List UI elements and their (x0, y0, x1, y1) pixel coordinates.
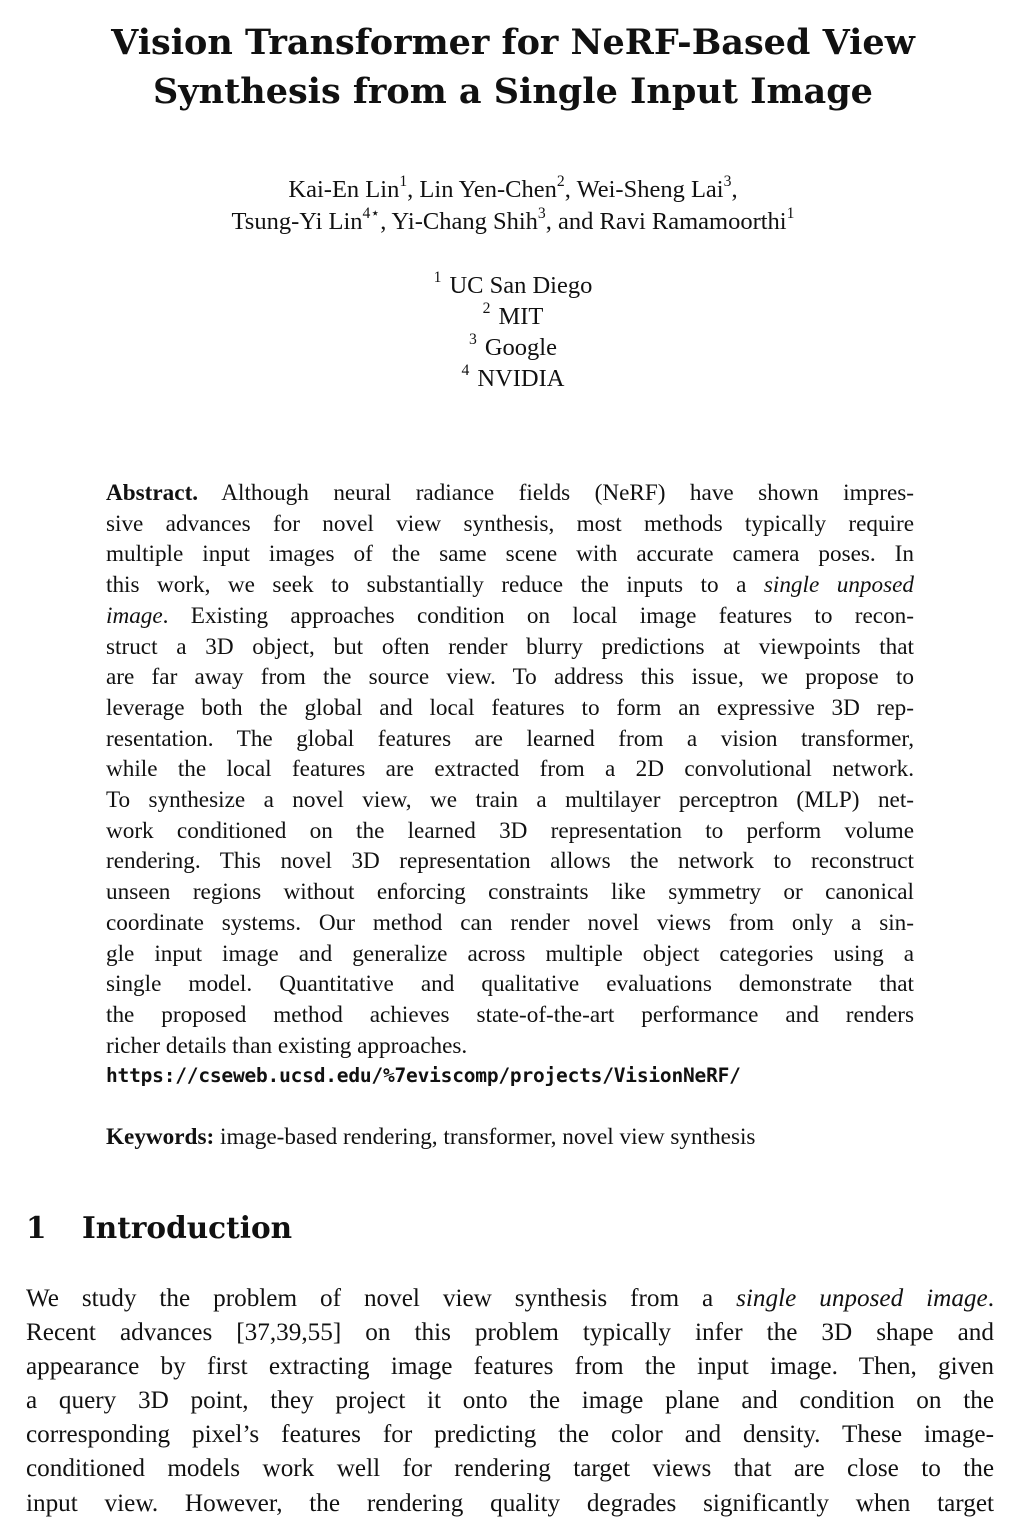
intro-text: . (987, 1285, 994, 1312)
abstract-text: this work, we seek to substantially reduce the inputs to a (106, 572, 747, 599)
affiliation-number: 4 (461, 361, 470, 379)
abstract-line: To synthesize a novel view, we train a multilayer perceptron (MLP) net- (106, 787, 914, 814)
abstract-line: gle input image and generalize across multiple object categories using a (106, 940, 914, 967)
author-mark: 3 (723, 172, 732, 190)
abstract-line (106, 478, 914, 509)
title-line-1: Vision Transformer for NeRF-Based View (111, 22, 915, 63)
abstract-line: the proposed method achieves state-of-the-art performance and renders (106, 1001, 914, 1028)
keywords-text: image-based rendering, transformer, novel view synthesis (220, 1124, 756, 1150)
abstract-line: single model. Quantitative and qualitative evaluations demonstrate that (106, 971, 914, 998)
intro-line: a query 3D point, they project it onto the image plane and condition on the (26, 1387, 994, 1415)
author-separator: , (407, 176, 414, 203)
abstract-line: richer details than existing approaches. (106, 1032, 468, 1059)
author-line-2 (0, 206, 1026, 238)
intro-line (26, 1282, 994, 1316)
author-mark: 4⋆ (362, 204, 381, 222)
affiliation-name: Google (484, 334, 557, 361)
affiliation-number: 2 (482, 299, 491, 317)
affiliation-list (0, 270, 1026, 394)
affiliation-name: NVIDIA (477, 365, 565, 392)
author-name: Wei-Sheng Lai (576, 176, 724, 203)
author-list (0, 174, 1026, 238)
affiliation-number: 3 (469, 330, 477, 348)
introduction-body (26, 1282, 994, 1521)
intro-line: conditioned models work well for rendering target views that are close to the (26, 1455, 994, 1483)
intro-line: corresponding pixel’s features for predicting the color and density. These image- (26, 1421, 994, 1449)
abstract-line: while the local features are extracted from a 2D convolutional network. (106, 756, 914, 783)
abstract-emphasis: image (106, 602, 163, 629)
author-name: Yi-Chang Shih (391, 208, 538, 235)
abstract-line: resentation. The global features are learned from a vision transformer, (106, 725, 914, 752)
abstract-line: struct a 3D object, but often render blurry predictions at viewpoints that (106, 633, 914, 660)
abstract-text: Although neural radiance fields (NeRF) have shown impres- (221, 480, 914, 506)
author-separator: , (380, 208, 387, 235)
author-name: Ravi Ramamoorthi (599, 208, 787, 235)
abstract-line: sive advances for novel view synthesis, most methods typically require (106, 510, 914, 537)
abstract-line (106, 601, 914, 632)
abstract-line: work conditioned on the learned 3D representation to perform volume (106, 817, 914, 844)
author-name: Lin Yen-Chen (419, 176, 557, 203)
abstract (106, 478, 914, 1092)
keywords-label: Keywords: (106, 1124, 215, 1150)
abstract-line: rendering. This novel 3D representation allows the network to reconstruct (106, 848, 914, 875)
author-and: and (557, 208, 594, 235)
affiliation (0, 270, 1026, 301)
author-separator: , (731, 176, 738, 203)
affiliation (0, 301, 1026, 332)
abstract-line: coordinate systems. Our method can render novel views from only a sin- (106, 909, 914, 936)
intro-emphasis: single unposed image (736, 1285, 988, 1312)
author-separator: , (564, 176, 571, 203)
author-name: Kai-En Lin (288, 176, 400, 203)
abstract-emphasis: single unposed (763, 572, 915, 599)
abstract-line: leverage both the global and local features to form an expressive 3D rep- (106, 694, 914, 721)
intro-line: Recent advances [37,39,55] on this problem typically infer the 3D shape and (26, 1319, 994, 1347)
intro-line: input view. However, the rendering quality degrades significantly when target (26, 1489, 994, 1517)
author-mark: 2 (556, 172, 565, 190)
affiliation (0, 363, 1026, 394)
author-mark: 3 (537, 204, 546, 222)
abstract-text: . Existing approaches condition on local image features to recon- (162, 602, 914, 629)
affiliation-name: MIT (498, 303, 544, 330)
abstract-label: Abstract. (106, 480, 199, 506)
abstract-line (106, 570, 914, 601)
affiliation-number: 1 (433, 268, 442, 286)
intro-text: We study the problem of novel view synthesis from a (26, 1285, 714, 1312)
author-name: Tsung-Yi Lin (231, 208, 363, 235)
abstract-line: are far away from the source view. To address this issue, we propose to (106, 664, 914, 691)
title-line-2: Synthesis from a Single Input Image (153, 71, 873, 112)
affiliation (0, 332, 1026, 363)
abstract-line: multiple input images of the same scene with accurate camera poses. In (106, 541, 914, 568)
section-title: Introduction (82, 1210, 293, 1245)
author-separator: , (545, 208, 552, 235)
author-mark: 1 (786, 204, 795, 222)
keywords (106, 1122, 914, 1153)
paper-title (0, 18, 1026, 116)
author-mark: 1 (399, 172, 408, 190)
project-url-link[interactable]: https://cseweb.ucsd.edu/%7eviscomp/projects/VisionNeRF/ (106, 1064, 741, 1088)
affiliation-name: UC San Diego (449, 272, 593, 299)
intro-line: appearance by first extracting image features from the input image. Then, given (26, 1353, 994, 1381)
abstract-line: unseen regions without enforcing constraints like symmetry or canonical (106, 879, 914, 906)
author-line-1 (0, 174, 1026, 206)
section-number: 1 (26, 1210, 47, 1245)
section-heading (26, 1206, 292, 1250)
